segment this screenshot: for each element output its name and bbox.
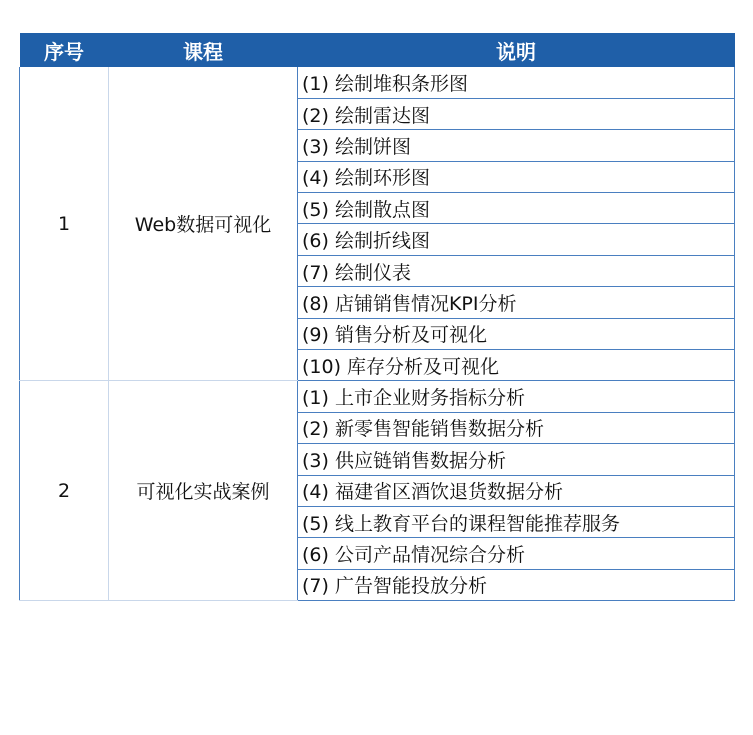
description-cell: (4) 绘制环形图 [298,161,735,192]
description-cell: (6) 绘制折线图 [298,224,735,255]
course-name-cell: 可视化实战案例 [109,381,298,601]
header-row [20,33,735,67]
row-index-cell: 1 [20,67,109,381]
header-index: 序号 [20,33,109,67]
description-cell: (9) 销售分析及可视化 [298,318,735,349]
row-index-cell: 2 [20,381,109,601]
table-row [20,67,735,98]
table-row [20,381,735,412]
description-cell: (3) 供应链销售数据分析 [298,444,735,475]
description-cell: (7) 绘制仪表 [298,255,735,286]
description-cell: (8) 店铺销售情况KPI分析 [298,287,735,318]
header-description: 说明 [298,33,735,67]
description-cell: (3) 绘制饼图 [298,130,735,161]
table-body [20,67,735,601]
description-cell: (4) 福建省区酒饮退货数据分析 [298,475,735,506]
description-cell: (2) 绘制雷达图 [298,98,735,129]
table-header [20,33,735,67]
description-cell: (5) 绘制散点图 [298,193,735,224]
description-cell: (1) 绘制堆积条形图 [298,67,735,98]
course-table [19,33,735,601]
description-cell: (1) 上市企业财务指标分析 [298,381,735,412]
header-course: 课程 [109,33,298,67]
description-cell: (10) 库存分析及可视化 [298,350,735,381]
description-cell: (5) 线上教育平台的课程智能推荐服务 [298,506,735,537]
description-cell: (6) 公司产品情况综合分析 [298,538,735,569]
description-cell: (2) 新零售智能销售数据分析 [298,412,735,443]
description-cell: (7) 广告智能投放分析 [298,569,735,600]
course-name-cell: Web数据可视化 [109,67,298,381]
